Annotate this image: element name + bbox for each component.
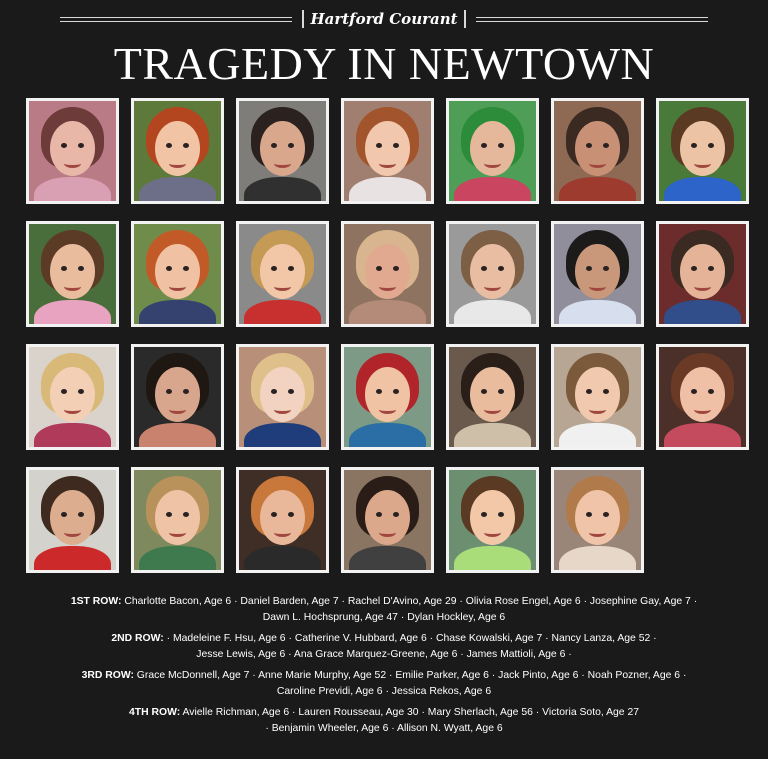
portrait-eye (183, 512, 189, 517)
newspaper-logo: Hartford Courant (302, 10, 465, 28)
portrait-mouth (64, 159, 81, 168)
portrait-eye (78, 266, 84, 271)
portrait-mouth (274, 405, 291, 414)
caption-text: Charlotte Bacon, Age 6 · Daniel Barden, Age 7 · Rachel D'Avino, Age 29 · Olivia Rose Engel, Age 6 · Josephine Gay, Age 7 · (124, 596, 698, 607)
portrait-photo (236, 98, 329, 204)
caption-text: · Benjamin Wheeler, Age 6 · Allison N. Wyatt, Age 6 (265, 723, 503, 734)
portrait-photo (131, 344, 224, 450)
portrait-mouth (589, 405, 606, 414)
row-label: 3RD ROW: (81, 670, 134, 681)
portrait-eye (183, 143, 189, 148)
portrait-eye (288, 143, 294, 148)
portrait-shirt (664, 423, 741, 450)
caption-block (0, 594, 768, 742)
portrait-shirt (244, 300, 321, 327)
portrait-shirt (34, 177, 111, 204)
portrait-mouth (64, 405, 81, 414)
caption-text: Caroline Previdi, Age 6 · Jessica Rekos, Age 6 (276, 686, 492, 697)
portrait-shirt (139, 177, 216, 204)
portrait-photo (26, 221, 119, 327)
portrait-mouth (64, 528, 81, 537)
portrait-photo (26, 467, 119, 573)
portrait-mouth (169, 528, 186, 537)
portrait-shirt (664, 300, 741, 327)
portrait-shirt (34, 546, 111, 573)
portrait-eye (393, 512, 399, 517)
portrait-shirt (454, 177, 531, 204)
portrait-shirt (559, 546, 636, 573)
portrait-photo (341, 221, 434, 327)
caption-text: Dawn L. Hochsprung, Age 47 · Dylan Hockley, Age 6 (262, 612, 506, 623)
portrait-eye (708, 266, 714, 271)
portrait-eye (78, 389, 84, 394)
page-title: TRAGEDY IN NEWTOWN (113, 38, 655, 89)
portrait-eye (603, 266, 609, 271)
portrait-photo (551, 98, 644, 204)
portrait-shirt (244, 177, 321, 204)
portrait-photo (131, 221, 224, 327)
portrait-photo (26, 98, 119, 204)
portrait-photo (341, 344, 434, 450)
portrait-photo (341, 98, 434, 204)
portrait-eye (288, 512, 294, 517)
caption-row-2 (0, 631, 768, 663)
portrait-shirt (454, 300, 531, 327)
portrait-eye (498, 512, 504, 517)
portrait-eye (183, 389, 189, 394)
portrait-eye (393, 266, 399, 271)
portrait-photo (551, 221, 644, 327)
caption-text: · Madeleine F. Hsu, Age 6 · Catherine V. Hubbard, Age 6 · Chase Kowalski, Age 7 · Nancy Lanza, Age 52 · (166, 633, 657, 644)
portrait-mouth (379, 405, 396, 414)
portrait-shirt (454, 546, 531, 573)
portrait-mouth (484, 528, 501, 537)
portrait-photo (131, 98, 224, 204)
portrait-shirt (139, 546, 216, 573)
portrait-eye (708, 143, 714, 148)
portrait-shirt (559, 423, 636, 450)
portrait-shirt (139, 423, 216, 450)
portrait-mouth (169, 159, 186, 168)
victim-photo-grid (26, 98, 749, 573)
portrait-shirt (349, 423, 426, 450)
portrait-shirt (454, 423, 531, 450)
portrait-photo (236, 467, 329, 573)
portrait-eye (78, 512, 84, 517)
masthead-rule-left (60, 17, 292, 22)
portrait-mouth (484, 282, 501, 291)
portrait-photo (656, 98, 749, 204)
caption-text: Jesse Lewis, Age 6 · Ana Grace Marquez-Greene, Age 6 · James Mattioli, Age 6 · (196, 649, 572, 660)
caption-row-3 (0, 668, 768, 700)
portrait-eye (78, 143, 84, 148)
portrait-shirt (349, 177, 426, 204)
masthead (60, 6, 708, 32)
portrait-eye (288, 389, 294, 394)
portrait-photo (26, 344, 119, 450)
row-label: 1ST ROW: (70, 596, 122, 607)
portrait-mouth (274, 528, 291, 537)
portrait-mouth (169, 282, 186, 291)
caption-text: Grace McDonnell, Age 7 · Anne Marie Murphy, Age 52 · Emilie Parker, Age 6 · Jack Pinto, Age 6 · Noah Pozner, Age 6 · (136, 670, 687, 681)
portrait-shirt (139, 300, 216, 327)
caption-row-4 (0, 705, 768, 737)
portrait-photo (131, 467, 224, 573)
portrait-shirt (349, 546, 426, 573)
row-label: 2ND ROW: (111, 633, 164, 644)
portrait-mouth (379, 159, 396, 168)
portrait-shirt (664, 177, 741, 204)
portrait-photo (446, 221, 539, 327)
portrait-shirt (559, 177, 636, 204)
portrait-eye (708, 389, 714, 394)
portrait-mouth (169, 405, 186, 414)
portrait-mouth (64, 282, 81, 291)
portrait-shirt (34, 423, 111, 450)
portrait-mouth (274, 282, 291, 291)
portrait-eye (603, 389, 609, 394)
portrait-mouth (589, 282, 606, 291)
portrait-eye (603, 512, 609, 517)
portrait-eye (498, 143, 504, 148)
portrait-eye (183, 266, 189, 271)
portrait-eye (603, 143, 609, 148)
portrait-mouth (274, 159, 291, 168)
portrait-eye (288, 266, 294, 271)
portrait-eye (498, 266, 504, 271)
portrait-mouth (589, 159, 606, 168)
portrait-shirt (34, 300, 111, 327)
portrait-photo (236, 344, 329, 450)
portrait-photo (551, 467, 644, 573)
portrait-mouth (589, 528, 606, 537)
portrait-shirt (244, 546, 321, 573)
portrait-mouth (379, 528, 396, 537)
portrait-eye (498, 389, 504, 394)
portrait-shirt (559, 300, 636, 327)
portrait-photo (656, 344, 749, 450)
caption-text: Avielle Richman, Age 6 · Lauren Rousseau, Age 30 · Mary Sherlach, Age 56 · Victoria Soto, Age 27 (182, 707, 639, 718)
portrait-eye (393, 389, 399, 394)
masthead-rule-right (476, 17, 708, 22)
portrait-photo (656, 221, 749, 327)
portrait-photo (551, 344, 644, 450)
portrait-shirt (244, 423, 321, 450)
caption-row-1 (0, 594, 768, 626)
row-label: 4TH ROW: (128, 707, 181, 718)
portrait-shirt (349, 300, 426, 327)
portrait-photo (236, 221, 329, 327)
portrait-mouth (694, 159, 711, 168)
portrait-mouth (694, 282, 711, 291)
portrait-mouth (694, 405, 711, 414)
portrait-mouth (484, 159, 501, 168)
portrait-photo (446, 467, 539, 573)
portrait-photo (446, 344, 539, 450)
portrait-eye (393, 143, 399, 148)
portrait-photo (446, 98, 539, 204)
portrait-mouth (379, 282, 396, 291)
portrait-photo (341, 467, 434, 573)
portrait-mouth (484, 405, 501, 414)
